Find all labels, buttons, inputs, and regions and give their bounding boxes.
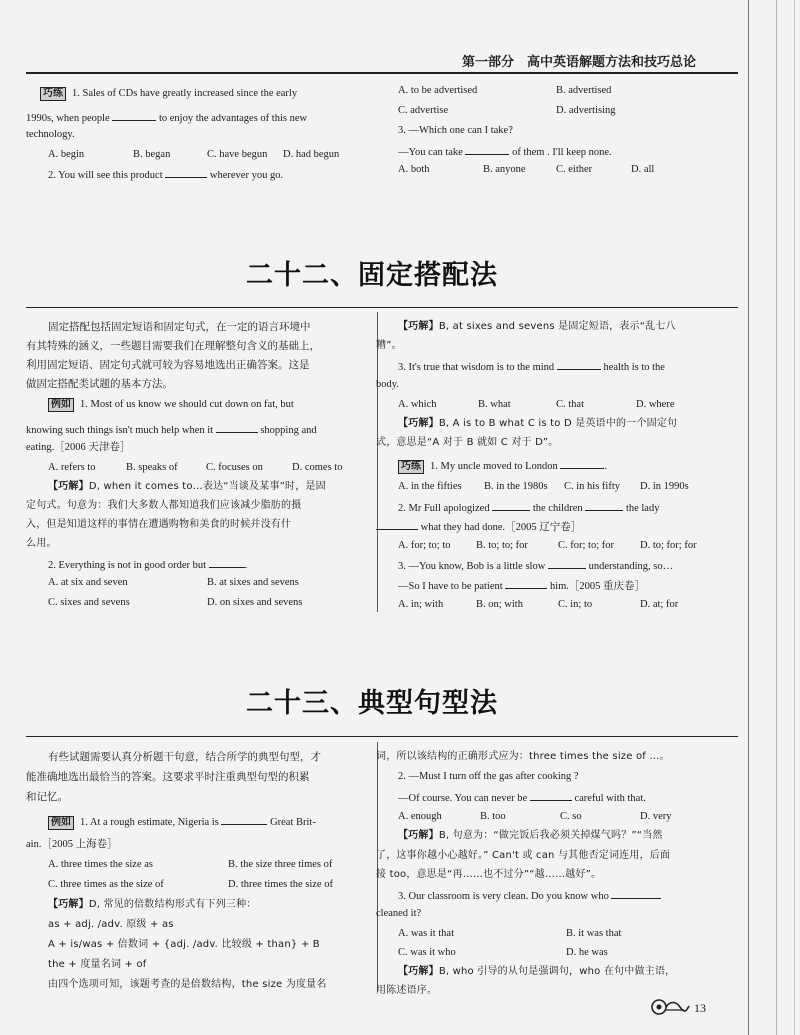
answer-blank xyxy=(557,359,601,370)
practice-q1-line1: 巧练 1. Sales of CDs have greatly increased since the early xyxy=(40,87,297,101)
q23-3-option-d: D. he was xyxy=(566,947,608,958)
p3-option-d: D. at; for xyxy=(640,599,679,610)
example23-line2: ain.［2005 上海卷］ xyxy=(26,839,118,850)
q1-option-d: D. had begun xyxy=(283,149,340,160)
q1-option-c: C. have begun xyxy=(207,149,268,160)
p1-option-a: A. in the fifties xyxy=(398,481,462,492)
q2-option-b: B. advertised xyxy=(556,85,612,96)
p1-option-d: D. in 1990s xyxy=(640,481,689,492)
answer-blank xyxy=(165,167,207,178)
example-tag: 例如 xyxy=(48,816,74,830)
q1-option-a: A. begin xyxy=(48,149,85,160)
column-divider xyxy=(377,312,378,612)
scan-edge-line xyxy=(794,0,795,1035)
q23-3-explanation-2: 用陈述语序。 xyxy=(376,985,438,996)
q23-2-explanation-1: 【巧解】B, 句意为：“做完饭后我必须关掉煤气吗？”“当然 xyxy=(398,830,663,841)
q23-2-option-c: C. so xyxy=(560,811,582,822)
answer-blank xyxy=(611,888,661,899)
q1-option-b: B. began xyxy=(133,149,171,160)
book-logo-icon xyxy=(650,998,690,1016)
q23-3-option-a: A. was it that xyxy=(398,928,454,939)
ex3-option-c: C. that xyxy=(556,399,584,410)
ex1-explanation-4: 么用。 xyxy=(26,538,57,549)
ex23-explanation-2: 由四个选项可知，该题考查的是倍数结构，the size 为度量名 xyxy=(48,979,327,990)
p2-option-b: B. to; to; for xyxy=(476,540,528,551)
ex23-explanation-1: 【巧解】D, 常见的倍数结构形式有下列三种： xyxy=(48,899,257,910)
ex2-option-a: A. at six and seven xyxy=(48,577,128,588)
q23-2-explanation-2: 了，这事你越小心越好。” Can't 或 can 与其他否定词连用，后面 xyxy=(376,850,671,861)
example2: 2. Everything is not in good order but . xyxy=(48,557,247,573)
practice22-q3-line1: 3. —You know, Bob is a little slow understanding, so… xyxy=(398,558,673,574)
section-heading-22: 二十二、固定搭配法 xyxy=(246,260,498,291)
ex1-explanation-3: 入，但是知道这样的事情在遭遇购物和美食的时候并没有什 xyxy=(26,519,292,530)
q23-3-option-b: B. it was that xyxy=(566,928,622,939)
answer-blank xyxy=(505,578,547,589)
ex3-explanation-1: 【巧解】B, A is to B what C is to D 是英语中的一个固定句 xyxy=(398,418,678,429)
ex2-explanation-1: 【巧解】B, at sixes and sevens 是固定短语，表示“乱七八 xyxy=(398,321,676,332)
section23-intro-3: 和记忆。 xyxy=(26,791,68,803)
example23-line1: 例如 1. At a rough estimate, Nigeria is Great Brit- xyxy=(48,814,316,830)
p1-option-b: B. in the 1980s xyxy=(484,481,548,492)
ex2-option-d: D. on sixes and sevens xyxy=(207,597,303,608)
section22-intro-1: 固定搭配包括固定短语和固定句式，在一定的语言环境中 xyxy=(48,321,311,333)
ex23-option-b: B. the size three times of xyxy=(228,859,333,870)
section23-intro-2: 能准确地选出最恰当的答案。这要求平时注重典型句型的积累 xyxy=(26,771,310,783)
example23-q3-line1: 3. Our classroom is very clean. Do you know who xyxy=(398,888,661,904)
example3-line1: 3. It's true that wisdom is to the mind health is to the xyxy=(398,359,665,375)
practice-q2: 2. You will see this product wherever you go. xyxy=(48,167,283,183)
section-heading-23: 二十三、典型句型法 xyxy=(246,688,498,719)
q23-3-option-c: C. was it who xyxy=(398,947,456,958)
ex23-option-d: D. three times the size of xyxy=(228,879,333,890)
answer-blank xyxy=(216,422,258,433)
practice22-q2-line2: what they had done.［2005 辽宁卷］ xyxy=(376,519,581,535)
q2-option-d: D. advertising xyxy=(556,105,616,116)
practice-q1-line3: technology. xyxy=(26,129,75,140)
answer-blank xyxy=(376,519,418,530)
example3-line2: body. xyxy=(376,379,399,390)
example-tag: 例如 xyxy=(48,398,74,412)
ex3-option-a: A. which xyxy=(398,399,437,410)
ex23-formula-3: the + 度量名词 + of xyxy=(48,959,147,970)
header-rule xyxy=(26,72,738,74)
example23-q2-line2: —Of course. You can never be careful with that. xyxy=(398,790,646,806)
ex1-option-c: C. focuses on xyxy=(206,462,263,473)
answer-blank xyxy=(585,500,623,511)
answer-blank xyxy=(548,558,586,569)
ex3-explanation-2: 式，意思是“A 对于 B 就如 C 对于 D”。 xyxy=(376,437,559,448)
page-number: 13 xyxy=(694,1001,706,1015)
p2-option-c: C. for; to; for xyxy=(558,540,614,551)
section23-intro-1: 有些试题需要认真分析题干句意，结合所学的典型句型，才 xyxy=(48,751,321,763)
q23-2-option-b: B. too xyxy=(480,811,506,822)
ex3-option-d: D. where xyxy=(636,399,675,410)
q23-2-option-d: D. very xyxy=(640,811,672,822)
ex23-formula-2: A + is/was + 倍数词 + {adj. /adv. 比较级 + than} + B xyxy=(48,939,320,950)
column-divider xyxy=(377,742,378,992)
practice-tag: 巧练 xyxy=(398,460,424,474)
ex23-option-c: C. three times as the size of xyxy=(48,879,164,890)
example1-line3: eating.［2006 天津卷］ xyxy=(26,442,131,453)
answer-blank xyxy=(530,790,572,801)
ex23-explanation-3: 词，所以该结构的正确形式应为：three times the size of …。 xyxy=(376,751,670,762)
practice22-q2-line1: 2. Mr Full apologized the children the lady xyxy=(398,500,659,516)
answer-blank xyxy=(560,458,604,469)
p2-option-a: A. for; to; to xyxy=(398,540,451,551)
ex3-option-b: B. what xyxy=(478,399,511,410)
p3-option-c: C. in; to xyxy=(558,599,593,610)
answer-blank xyxy=(112,110,156,121)
q23-2-option-a: A. enough xyxy=(398,811,442,822)
q3-option-a: A. both xyxy=(398,164,430,175)
q23-2-explanation-3: 接 too，意思是“再……也不过分”“越……越好”。 xyxy=(376,869,602,880)
q2-option-a: A. to be advertised xyxy=(398,85,478,96)
ex2-option-b: B. at sixes and sevens xyxy=(207,577,299,588)
q23-3-explanation-1: 【巧解】B, who 引导的从句是强调句，who 在句中做主语， xyxy=(398,966,676,977)
example1-line1: 例如 1. Most of us know we should cut down on fat, but xyxy=(48,398,294,412)
section22-intro-2: 有其特殊的涵义，一些题目需要我们在理解整句含义的基础上， xyxy=(26,340,320,352)
answer-blank xyxy=(221,814,267,825)
ex23-option-a: A. three times the size as xyxy=(48,859,153,870)
practice-tag: 巧练 xyxy=(40,87,66,101)
running-header: 第一部分 高中英语解题方法和技巧总论 xyxy=(462,55,697,70)
ex1-explanation-2: 定句式。句意为：我们大多数人都知道我们应该减少脂肪的摄 xyxy=(26,500,302,511)
practice22-q1: 巧练 1. My uncle moved to London . xyxy=(398,458,607,474)
ex2-option-c: C. sixes and sevens xyxy=(48,597,130,608)
practice-q3-line1: 3. —Which one can I take? xyxy=(398,125,513,136)
p1-option-c: C. in his fifty xyxy=(564,481,621,492)
q3-option-d: D. all xyxy=(631,164,655,175)
example1-line2: knowing such things isn't much help when it shopping and xyxy=(26,422,317,438)
practice-q1-line2: 1990s, when people to enjoy the advantages of this new xyxy=(26,110,307,126)
practice-q3-line2: —You can take of them . I'll keep none. xyxy=(398,144,612,160)
section22-intro-4: 做固定搭配类试题的基本方法。 xyxy=(26,378,173,390)
ex1-option-a: A. refers to xyxy=(48,462,96,473)
section22-intro-3: 利用固定短语、固定句式就可较为容易地选出正确答案。这是 xyxy=(26,359,310,371)
p3-option-b: B. on; with xyxy=(476,599,523,610)
ex1-explanation-1: 【巧解】D, when it comes to…表达“当谈及某事”时，是固 xyxy=(48,481,326,492)
answer-blank xyxy=(492,500,530,511)
p2-option-d: D. to; for; for xyxy=(640,540,697,551)
answer-blank xyxy=(209,557,245,568)
answer-blank xyxy=(465,144,509,155)
section-rule-22 xyxy=(26,307,738,308)
p3-option-a: A. in; with xyxy=(398,599,444,610)
practice22-q3-line2: —So I have to be patient him.［2005 重庆卷］ xyxy=(398,578,645,594)
ex1-option-d: D. comes to xyxy=(292,462,343,473)
ex1-option-b: B. speaks of xyxy=(126,462,178,473)
ex2-explanation-2: 糟”。 xyxy=(376,340,402,351)
ex23-formula-1: as + adj. /adv. 原级 + as xyxy=(48,919,174,930)
q3-option-b: B. anyone xyxy=(483,164,526,175)
example23-q2-line1: 2. —Must I turn off the gas after cooking ? xyxy=(398,771,579,782)
scan-edge-line xyxy=(748,0,749,1035)
example23-q3-line2: cleaned it? xyxy=(376,908,422,919)
section-rule-23 xyxy=(26,736,738,737)
q2-option-c: C. advertise xyxy=(398,105,449,116)
scan-edge-line xyxy=(776,0,777,1035)
q3-option-c: C. either xyxy=(556,164,593,175)
